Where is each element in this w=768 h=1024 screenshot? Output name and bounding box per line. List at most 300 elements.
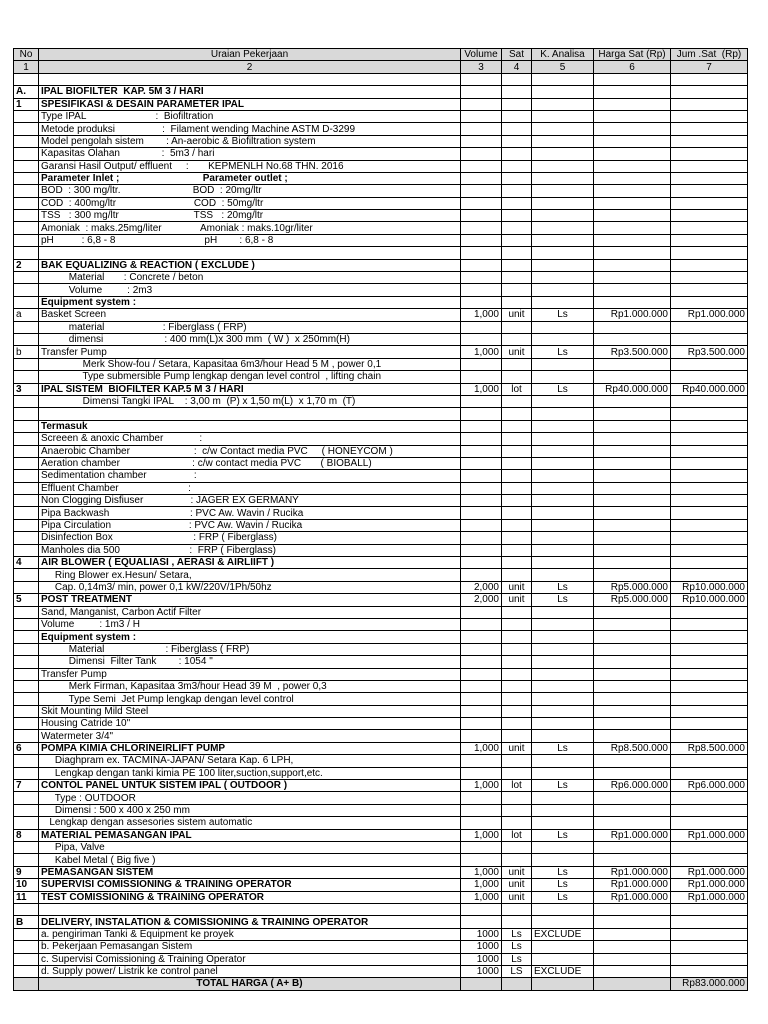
header-harga-sat: Harga Sat (Rp) [594, 49, 671, 61]
table-row [14, 309, 748, 321]
row-description: Merk Firman, Kapasitaa 3m3/hour Head 39 M , power 0,3 [39, 680, 461, 692]
row-unit: LS [502, 965, 532, 977]
row-unit-price [594, 817, 671, 829]
row-unit-price [594, 792, 671, 804]
row-description: Metode produksi : Filament wending Machine ASTM D-3299 [39, 123, 461, 135]
row-amount [671, 160, 748, 172]
table-row [14, 222, 748, 234]
row-no [14, 148, 39, 160]
row-description: Aeration chamber : c/w contact media PVC ( BIOBALL) [39, 457, 461, 469]
row-amount [671, 433, 748, 445]
row-no [14, 507, 39, 519]
table-row [14, 408, 748, 420]
row-unit [502, 210, 532, 222]
row-unit [502, 433, 532, 445]
table-row [14, 482, 748, 494]
total-value: Rp83.000.000 [671, 978, 748, 990]
row-unit-price [594, 284, 671, 296]
row-unit [502, 755, 532, 767]
row-unit [502, 495, 532, 507]
row-description: Lengkap dengan tanki kimia PE 100 liter,suction,support,etc. [39, 767, 461, 779]
row-unit [502, 457, 532, 469]
row-amount [671, 680, 748, 692]
row-unit-price [594, 222, 671, 234]
row-amount [671, 519, 748, 531]
row-volume [461, 532, 502, 544]
row-unit: lot [502, 383, 532, 395]
row-k-analisa [532, 680, 594, 692]
column-number: 4 [502, 61, 532, 73]
row-k-analisa [532, 148, 594, 160]
row-k-analisa [532, 643, 594, 655]
row-unit-price: Rp1.000.000 [594, 879, 671, 891]
row-k-analisa [532, 755, 594, 767]
row-unit-price [594, 854, 671, 866]
row-no [14, 333, 39, 345]
row-unit: Ls [502, 928, 532, 940]
row-volume [461, 804, 502, 816]
row-unit-price [594, 135, 671, 147]
row-description: TEST COMISSIONING & TRAINING OPERATOR [39, 891, 461, 903]
row-unit [502, 507, 532, 519]
table-row [14, 470, 748, 482]
row-unit-price [594, 482, 671, 494]
row-unit-price [594, 668, 671, 680]
row-k-analisa: Ls [532, 866, 594, 878]
row-description: b. Pekerjaan Pemasangan Sistem [39, 941, 461, 953]
row-unit [502, 532, 532, 544]
row-k-analisa [532, 903, 594, 915]
row-description: Watermeter 3/4" [39, 730, 461, 742]
row-unit: unit [502, 581, 532, 593]
row-unit [502, 519, 532, 531]
row-k-analisa [532, 408, 594, 420]
table-row [14, 557, 748, 569]
row-description: Ring Blower ex.Hesun/ Setara, [39, 569, 461, 581]
table-row [14, 569, 748, 581]
row-k-analisa: Ls [532, 780, 594, 792]
row-no: A. [14, 86, 39, 98]
table-row [14, 854, 748, 866]
row-unit-price [594, 643, 671, 655]
row-unit-price [594, 618, 671, 630]
row-k-analisa [532, 73, 594, 85]
total-empty-cell [461, 978, 502, 990]
row-unit [502, 903, 532, 915]
row-amount [671, 507, 748, 519]
header-k-analisa: K. Analisa [532, 49, 594, 61]
row-k-analisa [532, 470, 594, 482]
table-row [14, 606, 748, 618]
row-volume [461, 557, 502, 569]
row-unit [502, 557, 532, 569]
row-unit-price: Rp1.000.000 [594, 891, 671, 903]
row-unit [502, 482, 532, 494]
row-unit-price [594, 247, 671, 259]
table-row [14, 953, 748, 965]
row-amount [671, 470, 748, 482]
row-no [14, 197, 39, 209]
row-no [14, 817, 39, 829]
row-amount [671, 656, 748, 668]
row-k-analisa [532, 272, 594, 284]
row-k-analisa [532, 718, 594, 730]
table-row [14, 780, 748, 792]
header-jum-sat: Jum .Sat (Rp) [671, 49, 748, 61]
table-row [14, 544, 748, 556]
row-unit-price [594, 631, 671, 643]
row-k-analisa [532, 123, 594, 135]
row-k-analisa [532, 321, 594, 333]
row-no [14, 693, 39, 705]
row-description: d. Supply power/ Listrik ke control panel [39, 965, 461, 977]
row-description [39, 73, 461, 85]
row-no [14, 495, 39, 507]
row-k-analisa [532, 86, 594, 98]
row-volume [461, 680, 502, 692]
total-empty-cell [594, 978, 671, 990]
row-amount: Rp3.500.000 [671, 346, 748, 358]
row-k-analisa [532, 482, 594, 494]
row-unit: unit [502, 309, 532, 321]
total-empty-cell [502, 978, 532, 990]
row-unit [502, 321, 532, 333]
row-no [14, 618, 39, 630]
row-description: Termasuk [39, 420, 461, 432]
row-no [14, 371, 39, 383]
row-volume [461, 123, 502, 135]
row-amount [671, 532, 748, 544]
row-amount [671, 953, 748, 965]
row-unit-price [594, 210, 671, 222]
row-unit-price: Rp40.000.000 [594, 383, 671, 395]
table-row [14, 680, 748, 692]
column-number: 5 [532, 61, 594, 73]
row-amount [671, 817, 748, 829]
row-description: Type IPAL : Biofiltration [39, 110, 461, 122]
row-unit: lot [502, 829, 532, 841]
table-row [14, 594, 748, 606]
row-volume [461, 507, 502, 519]
row-no: b [14, 346, 39, 358]
table-row [14, 333, 748, 345]
row-description [39, 247, 461, 259]
row-k-analisa: Ls [532, 309, 594, 321]
row-amount: Rp10.000.000 [671, 594, 748, 606]
row-description: Volume : 1m3 / H [39, 618, 461, 630]
row-k-analisa [532, 284, 594, 296]
row-amount [671, 705, 748, 717]
row-unit [502, 643, 532, 655]
row-k-analisa [532, 569, 594, 581]
table-row [14, 705, 748, 717]
column-number-row [14, 61, 748, 73]
row-unit-price [594, 457, 671, 469]
table-row [14, 507, 748, 519]
row-volume [461, 445, 502, 457]
row-no [14, 470, 39, 482]
row-volume [461, 631, 502, 643]
row-volume: 1000 [461, 941, 502, 953]
row-no: 11 [14, 891, 39, 903]
row-no [14, 321, 39, 333]
row-amount [671, 86, 748, 98]
row-description: Housing Catride 10" [39, 718, 461, 730]
row-unit [502, 470, 532, 482]
table-row [14, 321, 748, 333]
row-amount [671, 618, 748, 630]
row-volume [461, 656, 502, 668]
row-k-analisa [532, 185, 594, 197]
row-unit-price [594, 110, 671, 122]
row-unit-price [594, 730, 671, 742]
row-volume [461, 135, 502, 147]
row-volume [461, 172, 502, 184]
row-description: MATERIAL PEMASANGAN IPAL [39, 829, 461, 841]
row-volume [461, 470, 502, 482]
row-amount [671, 296, 748, 308]
row-description: Manholes dia 500 : FRP ( Fiberglass) [39, 544, 461, 556]
row-k-analisa [532, 371, 594, 383]
row-volume [461, 916, 502, 928]
row-unit [502, 172, 532, 184]
row-unit-price [594, 358, 671, 370]
row-k-analisa [532, 705, 594, 717]
row-unit [502, 296, 532, 308]
row-volume: 2,000 [461, 581, 502, 593]
table-row [14, 259, 748, 271]
table-row [14, 135, 748, 147]
row-unit [502, 284, 532, 296]
row-no [14, 222, 39, 234]
row-unit-price [594, 755, 671, 767]
row-no [14, 581, 39, 593]
row-no [14, 767, 39, 779]
table-row [14, 98, 748, 110]
row-description: Lengkap dengan assesories sistem automatic [39, 817, 461, 829]
row-amount [671, 172, 748, 184]
row-no: 4 [14, 557, 39, 569]
row-unit-price [594, 420, 671, 432]
row-unit-price [594, 321, 671, 333]
row-volume [461, 148, 502, 160]
row-unit [502, 656, 532, 668]
row-no [14, 569, 39, 581]
row-unit-price [594, 408, 671, 420]
row-no [14, 755, 39, 767]
table-row [14, 420, 748, 432]
row-no [14, 358, 39, 370]
table-row [14, 916, 748, 928]
row-description: Transfer Pump [39, 668, 461, 680]
row-unit [502, 718, 532, 730]
row-volume [461, 222, 502, 234]
row-unit-price [594, 234, 671, 246]
row-k-analisa [532, 210, 594, 222]
row-k-analisa [532, 519, 594, 531]
row-amount [671, 557, 748, 569]
row-description: Diaghpram ex. TACMINA-JAPAN/ Setara Kap. 6 LPH, [39, 755, 461, 767]
row-volume [461, 259, 502, 271]
row-volume: 1,000 [461, 879, 502, 891]
row-description: TSS : 300 mg/ltr TSS : 20mg/ltr [39, 210, 461, 222]
header-volume: Volume [461, 49, 502, 61]
row-description: Equipment system : [39, 631, 461, 643]
row-unit [502, 185, 532, 197]
row-unit: Ls [502, 953, 532, 965]
row-amount [671, 185, 748, 197]
row-volume [461, 817, 502, 829]
row-no [14, 680, 39, 692]
row-unit-price: Rp5.000.000 [594, 581, 671, 593]
row-k-analisa: Ls [532, 594, 594, 606]
row-amount [671, 395, 748, 407]
row-volume [461, 247, 502, 259]
row-description: POMPA KIMIA CHLORINEIRLIFT PUMP [39, 742, 461, 754]
row-description [39, 408, 461, 420]
row-no [14, 519, 39, 531]
table-row [14, 247, 748, 259]
row-volume: 1,000 [461, 309, 502, 321]
row-unit-price [594, 197, 671, 209]
row-unit [502, 272, 532, 284]
row-amount [671, 495, 748, 507]
row-k-analisa: Ls [532, 346, 594, 358]
row-unit [502, 569, 532, 581]
row-description: Pipa Backwash : PVC Aw. Wavin / Rucika [39, 507, 461, 519]
row-description: c. Supervisi Comissioning & Training Operator [39, 953, 461, 965]
table-row [14, 123, 748, 135]
total-empty-cell [532, 978, 594, 990]
row-unit-price [594, 172, 671, 184]
table-row [14, 519, 748, 531]
row-amount [671, 842, 748, 854]
table-row [14, 110, 748, 122]
row-k-analisa [532, 135, 594, 147]
row-amount [671, 965, 748, 977]
row-unit: unit [502, 742, 532, 754]
row-k-analisa [532, 172, 594, 184]
table-row [14, 371, 748, 383]
row-no [14, 420, 39, 432]
row-volume [461, 333, 502, 345]
row-no [14, 110, 39, 122]
row-unit [502, 445, 532, 457]
table-row [14, 965, 748, 977]
row-no: 9 [14, 866, 39, 878]
row-unit: unit [502, 866, 532, 878]
row-volume: 1000 [461, 965, 502, 977]
row-unit-price [594, 569, 671, 581]
row-no [14, 272, 39, 284]
row-no [14, 210, 39, 222]
row-no [14, 965, 39, 977]
row-no: 7 [14, 780, 39, 792]
row-unit [502, 73, 532, 85]
row-unit-price [594, 693, 671, 705]
row-k-analisa [532, 358, 594, 370]
row-amount [671, 148, 748, 160]
row-no [14, 804, 39, 816]
row-amount [671, 123, 748, 135]
row-description: Dimensi Tangki IPAL : 3,00 m (P) x 1,50 m(L) x 1,70 m (T) [39, 395, 461, 407]
row-unit-price [594, 842, 671, 854]
row-volume [461, 482, 502, 494]
row-volume: 1,000 [461, 383, 502, 395]
row-unit-price [594, 445, 671, 457]
row-unit: unit [502, 594, 532, 606]
row-description: SPESIFIKASI & DESAIN PARAMETER IPAL [39, 98, 461, 110]
row-no [14, 631, 39, 643]
table-row [14, 234, 748, 246]
table-row [14, 210, 748, 222]
row-k-analisa [532, 804, 594, 816]
row-volume: 1,000 [461, 891, 502, 903]
row-unit [502, 854, 532, 866]
row-k-analisa: Ls [532, 581, 594, 593]
row-k-analisa [532, 333, 594, 345]
row-amount [671, 247, 748, 259]
row-volume [461, 705, 502, 717]
row-description: SUPERVISI COMISSIONING & TRAINING OPERATOR [39, 879, 461, 891]
table-row [14, 346, 748, 358]
row-unit [502, 631, 532, 643]
row-description: dimensi : 400 mm(L)x 300 mm ( W ) x 250mm(H) [39, 333, 461, 345]
row-k-analisa [532, 618, 594, 630]
row-unit [502, 606, 532, 618]
row-amount [671, 730, 748, 742]
row-k-analisa [532, 730, 594, 742]
row-volume [461, 693, 502, 705]
row-volume [461, 210, 502, 222]
row-amount [671, 222, 748, 234]
row-description: Basket Screen [39, 309, 461, 321]
row-unit-price [594, 395, 671, 407]
row-description: Sedimentation chamber : [39, 470, 461, 482]
row-amount [671, 643, 748, 655]
row-unit [502, 247, 532, 259]
row-no [14, 903, 39, 915]
row-description: Volume : 2m3 [39, 284, 461, 296]
row-volume [461, 730, 502, 742]
row-k-analisa [532, 631, 594, 643]
row-no [14, 606, 39, 618]
row-volume: 1000 [461, 953, 502, 965]
row-no: 2 [14, 259, 39, 271]
row-no [14, 718, 39, 730]
row-k-analisa [532, 445, 594, 457]
row-k-analisa [532, 507, 594, 519]
row-no [14, 172, 39, 184]
rab-table [13, 48, 748, 991]
row-description: BOD : 300 mg/ltr. BOD : 20mg/ltr [39, 185, 461, 197]
row-description: IPAL BIOFILTER KAP. 5M 3 / HARI [39, 86, 461, 98]
table-row [14, 383, 748, 395]
row-description: Dimensi : 500 x 400 x 250 mm [39, 804, 461, 816]
row-amount [671, 767, 748, 779]
row-k-analisa [532, 941, 594, 953]
row-no [14, 668, 39, 680]
table-row [14, 866, 748, 878]
row-description: COD : 400mg/ltr COD : 50mg/ltr [39, 197, 461, 209]
row-unit-price [594, 507, 671, 519]
row-unit-price: Rp5.000.000 [594, 594, 671, 606]
row-amount [671, 358, 748, 370]
row-k-analisa: Ls [532, 891, 594, 903]
row-volume [461, 668, 502, 680]
column-number: 7 [671, 61, 748, 73]
row-no [14, 135, 39, 147]
